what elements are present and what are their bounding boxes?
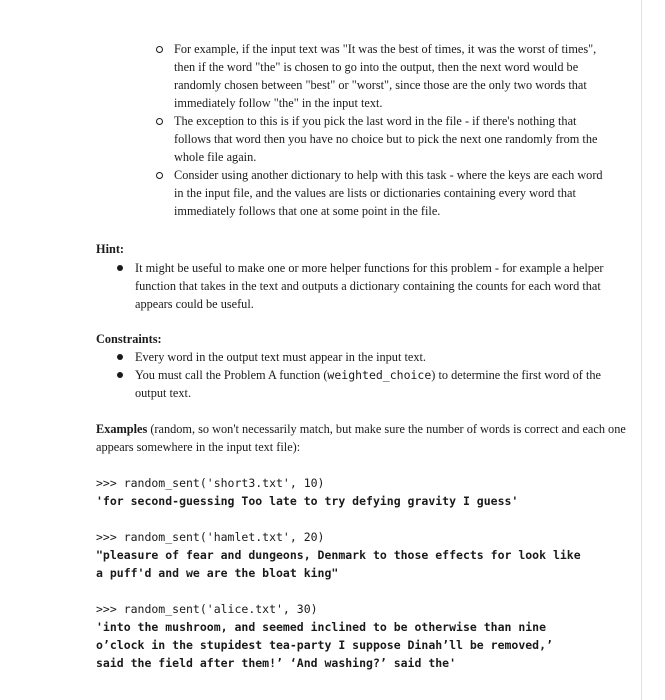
example-output: 'into the mushroom, and seemed inclined to be otherwise than nine o’clock in the stupidest tea-party I suppose Dinah’ll be removed,’ said the field after them!’ ‘And washing?’ said the' xyxy=(96,620,553,670)
constraint-item: You must call the Problem A function (weighted_choice) to determine the first word of the output text. xyxy=(117,366,607,402)
example-block-hamlet xyxy=(96,528,626,582)
example-call: >>> random_sent('short3.txt', 10) xyxy=(96,476,325,490)
sub-list-item: Consider using another dictionary to help with this task - where the keys are each word in the input file, and the values are lists or dictionaries containing every word that immediately follows that one at some point in the file. xyxy=(156,166,608,220)
sub-list-item: The exception to this is if you pick the last word in the file - if there's nothing that follows that word then you have no choice but to pick the next one randomly from the whole file again. xyxy=(156,112,608,166)
bullet-icon xyxy=(117,265,123,271)
bullet-icon xyxy=(117,354,123,360)
sub-bullet-list xyxy=(156,40,608,220)
constraints-list xyxy=(117,348,607,402)
inline-code: weighted_choice xyxy=(327,368,432,382)
example-call: >>> random_sent('hamlet.txt', 20) xyxy=(96,530,325,544)
example-output: 'for second-guessing Too late to try defying gravity I guess' xyxy=(96,494,519,508)
hint-item: It might be useful to make one or more helper functions for this problem - for example a helper function that takes in the text and outputs a dictionary containing the counts for each word that appears could be useful. xyxy=(117,259,607,313)
sub-list-item: For example, if the input text was "It was the best of times, it was the worst of times", then if the word "the" is chosen to go into the output, then the next word would be randomly chosen between "best" or "worst", since those are the only two words that immediately follow "the" in the input text. xyxy=(156,40,608,112)
hint-list xyxy=(117,259,607,313)
example-block-short3 xyxy=(96,474,626,510)
example-block-alice xyxy=(96,600,626,672)
example-output: "pleasure of fear and dungeons, Denmark to those effects for look like a puff'd and we are the bloat king" xyxy=(96,548,581,580)
constraints-heading: Constraints: xyxy=(96,332,162,346)
page-edge-divider xyxy=(641,0,642,700)
constraint-item: Every word in the output text must appear in the input text. xyxy=(117,348,607,366)
hint-heading: Hint: xyxy=(96,242,125,256)
example-call: >>> random_sent('alice.txt', 30) xyxy=(96,602,318,616)
bullet-icon xyxy=(117,372,123,378)
hollow-bullet-icon xyxy=(156,46,163,53)
hollow-bullet-icon xyxy=(156,172,163,179)
examples-intro: Examples (random, so won't necessarily match, but make sure the number of words is correct and each one appears somewhere in the input text file): xyxy=(96,422,626,454)
examples-label: Examples xyxy=(96,422,148,436)
hollow-bullet-icon xyxy=(156,118,163,125)
